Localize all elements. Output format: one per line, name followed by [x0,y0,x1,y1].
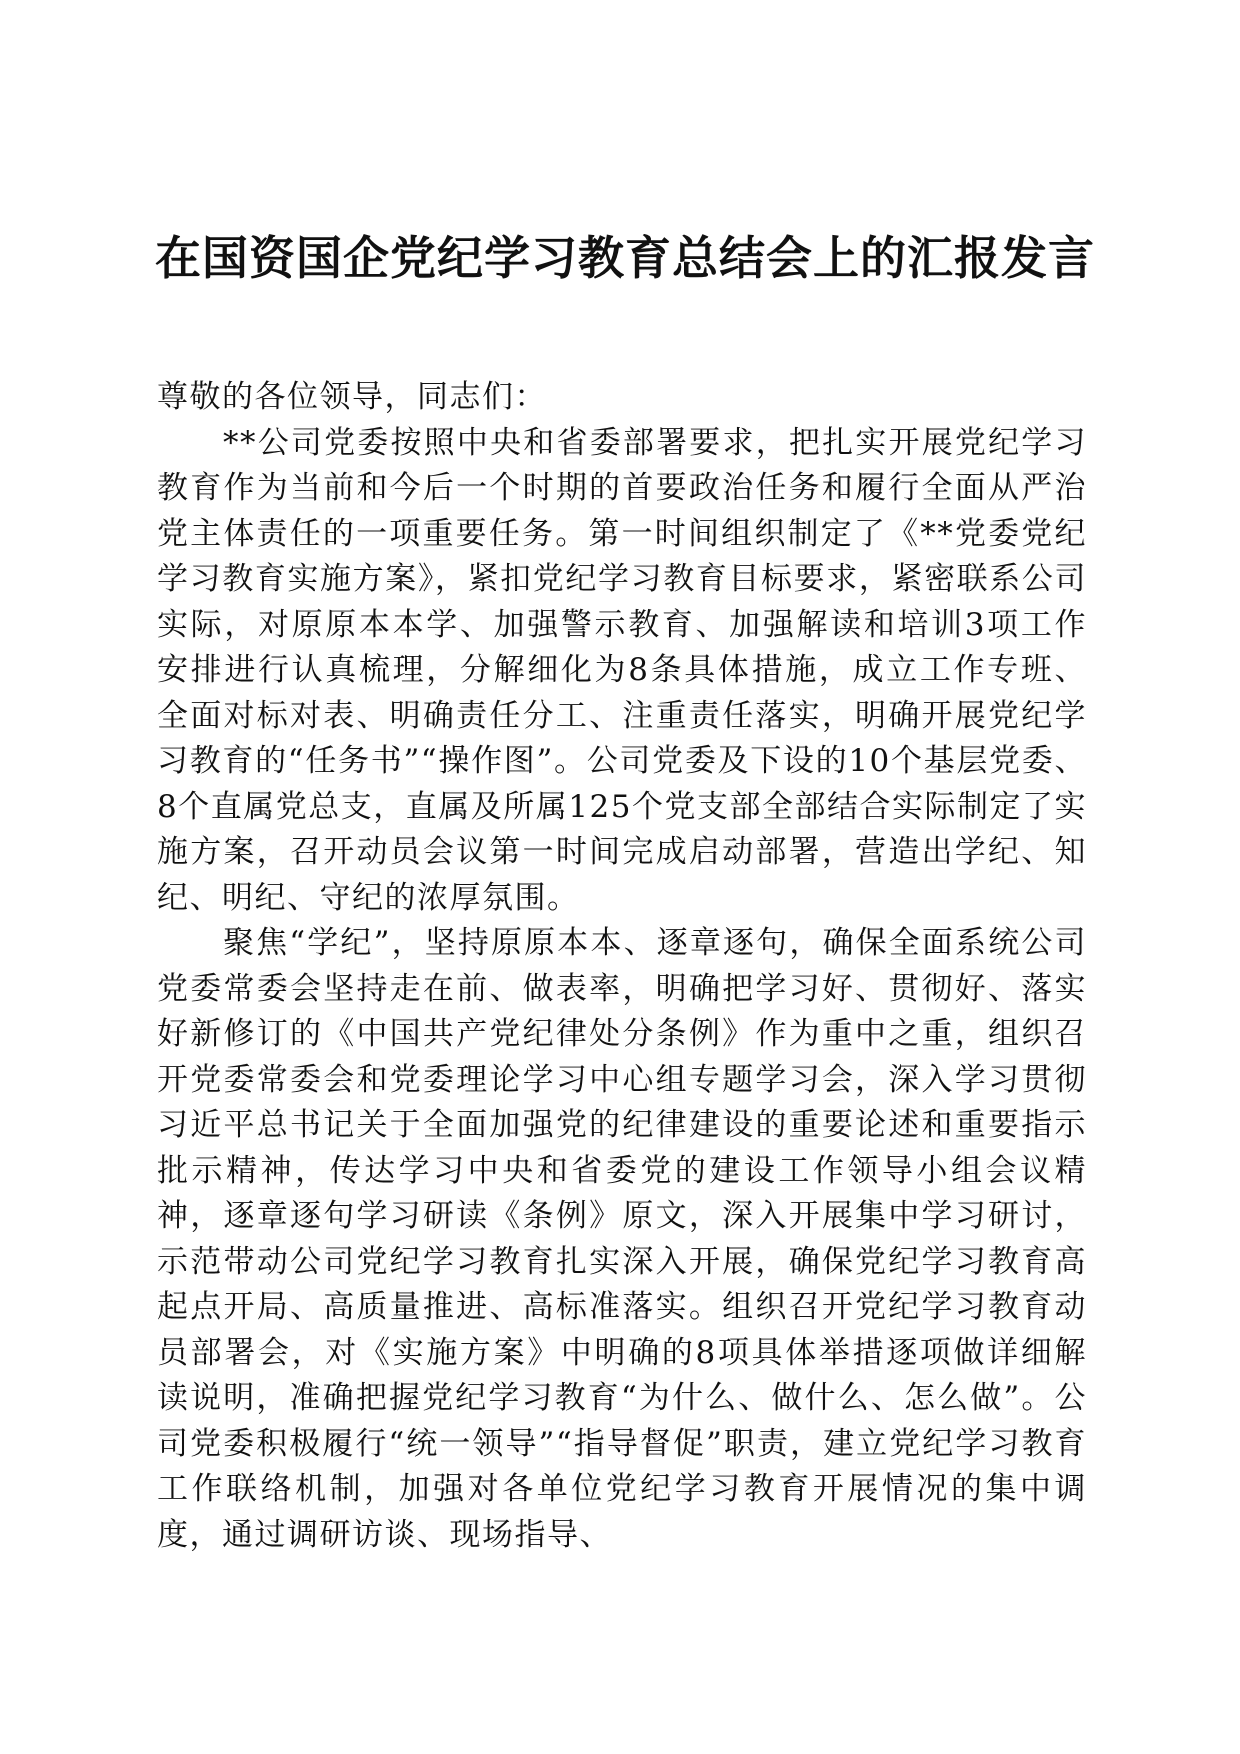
paragraph: **公司党委按照中央和省委部署要求，把扎实开展党纪学习教育作为当前和今后一个时期的首要政治任务和履行全面从严治党主体责任的一项重要任务。第一时间组织制定了《**党委党纪学习教育实施方案》，紧扣党纪学习教育目标要求，紧密联系公司实际，对原原本本学、加强警示教育、加强解读和培训3项工作安排进行认真梳理，分解细化为8条具体措施，成立工作专班、全面对标对表、明确责任分工、注重责任落实，明确开展党纪学习教育的“任务书”“操作图”。公司党委及下设的10个基层党委、8个直属党总支，直属及所属125个党支部全部结合实际制定了实施方案，召开动员会议第一时间完成启动部署，营造出学纪、知纪、明纪、守纪的浓厚氛围。 [157,424,1087,916]
document-title: 在国资国企党纪学习教育总结会上的汇报发言 [155,231,1095,285]
document-body [157,375,1087,1558]
salutation: 尊敬的各位领导，同志们： [157,379,547,415]
paragraph: 聚焦“学纪”，坚持原原本本、逐章逐句，确保全面系统公司党委常委会坚持走在前、做表率，明确把学习好、贯彻好、落实好新修订的《中国共产党纪律处分条例》作为重中之重，组织召开党委常委会和党委理论学习中心组专题学习会，深入学习贯彻习近平总书记关于全面加强党的纪律建设的重要论述和重要指示批示精神，传达学习中央和省委党的建设工作领导小组会议精神，逐章逐句学习研读《条例》原文，深入开展集中学习研讨，示范带动公司党纪学习教育扎实深入开展，确保党纪学习教育高起点开局、高质量推进、高标准落实。组织召开党纪学习教育动员部署会，对《实施方案》中明确的8项具体举措逐项做详细解读说明，准确把握党纪学习教育“为什么、做什么、怎么做”。公司党委积极履行“统一领导”“指导督促”职责，建立党纪学习教育工作联络机制，加强对各单位党纪学习教育开展情况的集中调度，通过调研访谈、现场指导、 [157,925,1087,1553]
